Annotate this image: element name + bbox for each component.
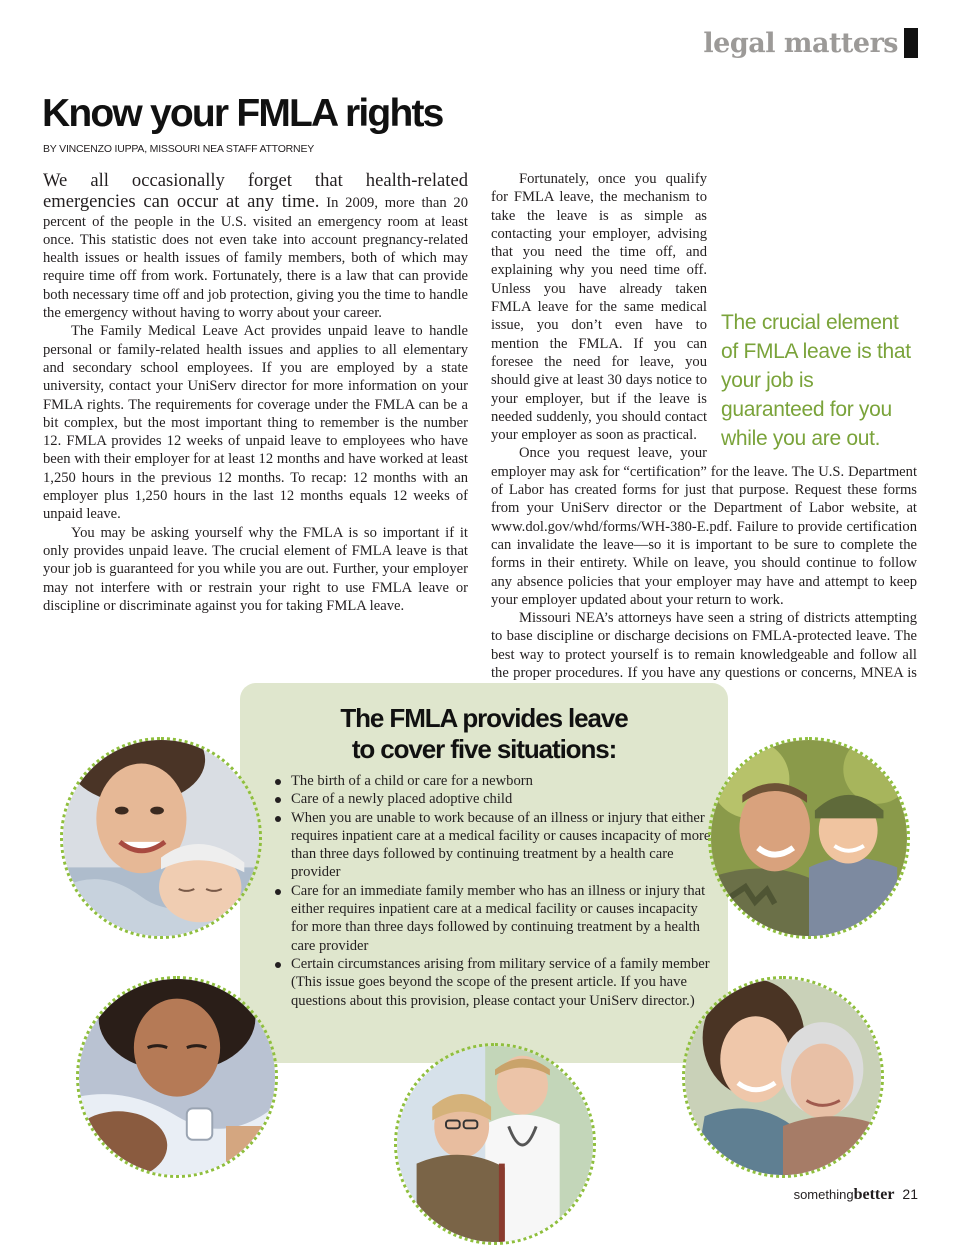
right-column — [491, 170, 917, 701]
sidebar-title-line-2: to cover five situations: — [351, 734, 617, 764]
list-item: Care for an immediate family member who has an illness or injury that either requires inpatient care at a medical facility or causes incapacity for more than three days followed by continuing treatment by a health care provider — [272, 882, 712, 955]
list-item: The birth of a child or care for a newborn — [272, 772, 712, 790]
byline: BY VINCENZO IUPPA, MISSOURI NEA STAFF ATTORNEY — [43, 143, 315, 155]
photo-nurse-with-patient — [76, 976, 278, 1178]
page-number: 21 — [902, 1186, 918, 1202]
photo-doctor-with-patient — [394, 1043, 596, 1245]
list-item: When you are unable to work because of an illness or injury that either requires inpatient care at a medical facility or causes incapacity of more than three days followed by continuing treatment by a health care provider — [272, 809, 712, 882]
section-bar — [904, 28, 918, 58]
paragraph-1-text: In 2009, more than 20 percent of the people in the U.S. visited an emergency room at least once. This statistic does not even take into account pregnancy-related health issues or health issues of family members, both of which may require time off from work. Fortunately, there is a law that can provide both necessary time off and job protection, giving you the time to handle the emergency without having to worry about your career. — [43, 195, 468, 322]
brand-name-light: something — [793, 1187, 854, 1202]
paragraph-2: The Family Medical Leave Act provides unpaid leave to handle personal or family-related health issues and applies to all elementary and secondary school employees. If you are employed by a state university, contact your UniServ director for more information on your FMLA rights. The requirements for coverage under the FMLA can be a bit complex, but the most important thing to remember is the number 12. FMLA provides 12 weeks of unpaid leave to employees who have been with their employer for at least 12 months and have worked at least 1,250 hours in the previous 12 months. To recap: 12 months with an employer plus 1,250 hours in the last 12 months equals 12 weeks of unpaid leave. — [43, 323, 468, 523]
article-title: Know your FMLA rights — [42, 92, 443, 135]
section-tag: legal matters — [703, 28, 898, 59]
paragraph-3: You may be asking yourself why the FMLA is so important if it only provides unpaid leave. The crucial element of FMLA leave is that your job is guaranteed for you while you are out. Further, your employer may not interfere with or restrain your right to use FMLA leave or discipline or discriminate against you for taking FMLA leave. — [43, 524, 468, 614]
sidebar-title-line-1: The FMLA provides leave — [340, 703, 628, 733]
paragraph-5: Once you request leave, your employer may ask for “certification” for the leave. The U.S. Department of Labor has created forms for just that purpose. Request these forms from your UniServ director or the Department of Labor website, at www.dol.gov/whd/forms/WH-380-E.pdf. Failure to provide certification can invalidate the leave—so it is important to be sure to complete the forms in their entirety. While on leave, you should continue to follow any absence policies that your employer may have and attempt to keep your employer updated about your return to work. — [491, 445, 917, 608]
left-column — [43, 170, 468, 615]
sidebar-title — [240, 703, 728, 765]
list-item: Certain circumstances arising from military service of a family member (This issue goes beyond the scope of the present article. If you have questions about this provision, please contact your UniServ director.) — [272, 955, 712, 1010]
situations-list — [272, 772, 712, 1010]
page-footer — [794, 1186, 918, 1204]
photo-woman-with-elderly-mother — [682, 976, 884, 1178]
lead-sentence: We all occasionally forget that health-related emergencies can occur at any time. — [43, 170, 468, 213]
paragraph-1 — [43, 170, 468, 322]
pull-quote: The crucial element of FMLA leave is that your job is guaranteed for you while you are out. — [721, 311, 911, 450]
brand-name-bold: better — [853, 1186, 895, 1203]
photo-mother-newborn — [60, 737, 262, 939]
photo-soldier-with-son — [708, 737, 910, 939]
list-item: Care of a newly placed adoptive child — [272, 790, 712, 808]
paragraph-6: Missouri NEA’s attorneys have seen a string of districts attempting to base discipline or discharge decisions on FMLA-protected leave. The best way to protect yourself is to remain knowledgeable and follow all the proper procedures. If you have any questions or concerns, MNEA is — [491, 610, 917, 682]
paragraph-4: Fortunately, once you qualify for FMLA leave, the mechanism to take the leave is as simple as contacting your employer, advising that you need the time off, and explaining why you need time off. Unless you have already taken FMLA leave for the same medical issue, you don’t even have to mention the FMLA. If you can foresee the need for leave, you should give at least 30 days notice to your employer, but if the leave is needed suddenly, you should contact your employer as soon as practical. — [491, 171, 707, 444]
